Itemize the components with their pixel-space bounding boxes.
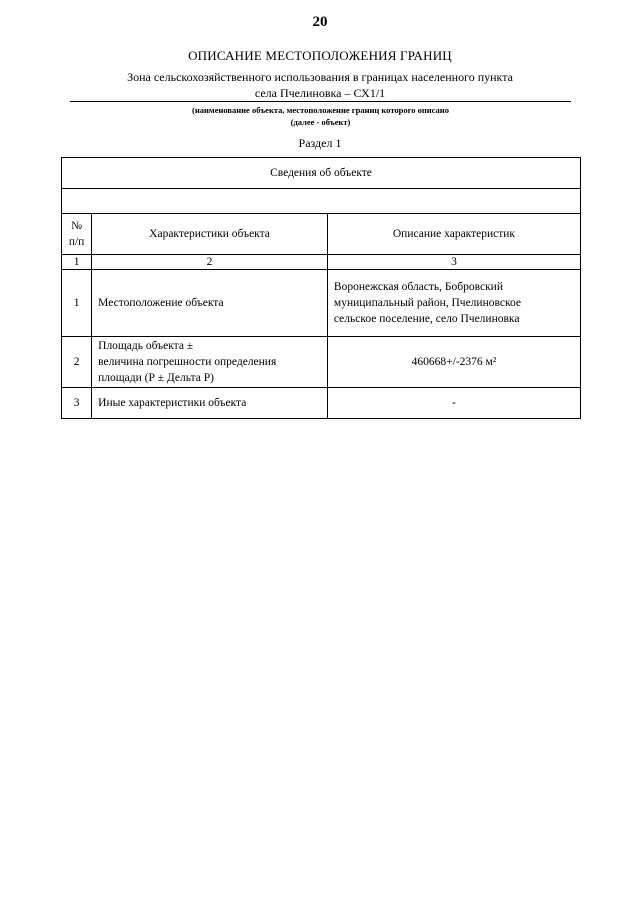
- zone-name-line-2: села Пчелиновка – СХ1/1: [254, 86, 386, 100]
- column-header-row: [62, 214, 581, 255]
- column-number: 1: [62, 255, 92, 270]
- document-title: ОПИСАНИЕ МЕСТОПОЛОЖЕНИЯ ГРАНИЦ: [188, 48, 452, 63]
- characteristic-line: величина погрешности определения: [98, 356, 277, 368]
- table-header: Сведения об объекте: [62, 158, 581, 189]
- column-header-description: Описание характеристик: [327, 214, 580, 255]
- table-row: [62, 388, 581, 419]
- underline-divider: [70, 101, 571, 102]
- row-number: 2: [62, 337, 92, 388]
- num-header-line-1: №: [71, 220, 83, 232]
- row-characteristic: [92, 337, 328, 388]
- row-value: -: [327, 388, 580, 419]
- value-line: Воронежская область, Бобровский: [333, 281, 503, 293]
- row-characteristic: Местоположение объекта: [92, 270, 328, 337]
- value-line: муниципальный район, Пчелиновское: [333, 297, 521, 309]
- table-header-row: [62, 158, 581, 189]
- column-header-characteristics: Характеристики объекта: [92, 214, 328, 255]
- table-row: [62, 270, 581, 337]
- row-characteristic: Иные характеристики объекта: [92, 388, 328, 419]
- num-header-line-2: п/п: [68, 236, 85, 248]
- row-value: [327, 270, 580, 337]
- object-info-table: [61, 157, 581, 419]
- object-caption: [70, 104, 571, 128]
- blank-cell: [62, 189, 581, 214]
- characteristic-line: Площадь объекта ±: [98, 340, 194, 352]
- caption-line-1: (наименование объекта, местоположение границ которого описано: [192, 105, 449, 115]
- characteristic-line: площади (Р ± Дельта Р): [98, 372, 214, 384]
- table-blank-row: [62, 189, 581, 214]
- row-value: 460668+/-2376 м²: [327, 337, 580, 388]
- column-number-row: [62, 255, 581, 270]
- table-row: [62, 337, 581, 388]
- value-line: сельское поселение, село Пчелиновка: [333, 313, 520, 325]
- column-header-num: [62, 214, 92, 255]
- row-number: 3: [62, 388, 92, 419]
- zone-name-line-1: Зона сельскохозяйственного использования в границах населенного пункта: [127, 70, 513, 84]
- column-number: 3: [327, 255, 580, 270]
- section-title: Раздел 1: [298, 136, 342, 150]
- page-number: 20: [312, 14, 328, 30]
- column-number: 2: [92, 255, 328, 270]
- zone-name: [70, 69, 570, 101]
- caption-line-2: (далее - объект): [290, 117, 351, 127]
- row-number: 1: [62, 270, 92, 337]
